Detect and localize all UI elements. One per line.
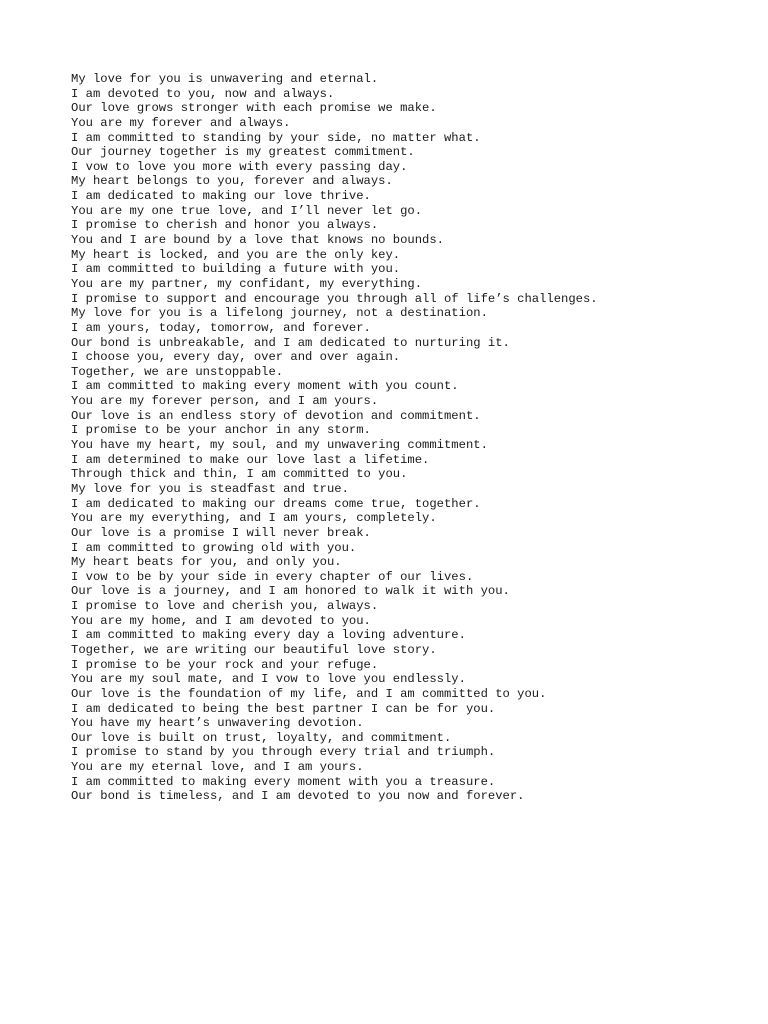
text-line: You have my heart’s unwavering devotion. bbox=[71, 716, 364, 731]
text-line: I am committed to making every moment with you a treasure. bbox=[71, 774, 496, 789]
text-line: I am dedicated to being the best partner I can be for you. bbox=[71, 701, 496, 716]
text-line: Our love is a journey, and I am honored to walk it with you. bbox=[71, 584, 510, 599]
text-line: I vow to love you more with every passing day. bbox=[71, 159, 408, 174]
text-line: I promise to cherish and honor you always. bbox=[71, 218, 379, 233]
text-line: I am committed to standing by your side, no matter what. bbox=[71, 130, 481, 145]
text-line: Our love is an endless story of devotion and commitment. bbox=[71, 408, 481, 423]
text-line: You are my eternal love, and I am yours. bbox=[71, 760, 364, 775]
text-line: Through thick and thin, I am committed to you. bbox=[71, 467, 408, 482]
text-line: Our love is built on trust, loyalty, and commitment. bbox=[71, 730, 452, 745]
text-line: I am determined to make our love last a lifetime. bbox=[71, 452, 430, 467]
text-line: You and I are bound by a love that knows no bounds. bbox=[71, 233, 444, 248]
text-line: I am committed to making every moment with you count. bbox=[71, 379, 459, 394]
text-line: My love for you is steadfast and true. bbox=[71, 481, 349, 496]
text-line: You are my soul mate, and I vow to love you endlessly. bbox=[71, 672, 466, 687]
text-line: You are my forever person, and I am yours. bbox=[71, 394, 379, 409]
text-line: You are my everything, and I am yours, completely. bbox=[71, 511, 437, 526]
text-line: I promise to stand by you through every trial and triumph. bbox=[71, 745, 496, 760]
text-line: I am committed to growing old with you. bbox=[71, 540, 357, 555]
text-line: Together, we are writing our beautiful love story. bbox=[71, 642, 437, 657]
text-line: I promise to be your anchor in any storm. bbox=[71, 423, 371, 438]
text-line: My heart is locked, and you are the only key. bbox=[71, 247, 401, 262]
text-line: You are my forever and always. bbox=[71, 115, 291, 130]
text-line: I promise to love and cherish you, always. bbox=[71, 599, 379, 614]
text-line: Our bond is unbreakable, and I am dedicated to nurturing it. bbox=[71, 335, 510, 350]
text-line: Together, we are unstoppable. bbox=[71, 364, 284, 379]
text-line: I am dedicated to making our dreams come true, together. bbox=[71, 496, 481, 511]
text-line: Our love is a promise I will never break. bbox=[71, 525, 371, 540]
text-line: I am committed to building a future with you. bbox=[71, 262, 401, 277]
text-line: I promise to be your rock and your refuge. bbox=[71, 657, 379, 672]
text-line: Our love is the foundation of my life, and I am committed to you. bbox=[71, 686, 547, 701]
text-line: You are my partner, my confidant, my everything. bbox=[71, 276, 423, 291]
text-line: You have my heart, my soul, and my unwavering commitment. bbox=[71, 438, 488, 453]
text-line: My love for you is a lifelong journey, not a destination. bbox=[71, 306, 488, 321]
text-line: I am committed to making every day a loving adventure. bbox=[71, 628, 466, 643]
text-line: I choose you, every day, over and over again. bbox=[71, 350, 401, 365]
text-line: I am devoted to you, now and always. bbox=[71, 86, 335, 101]
text-line: My heart beats for you, and only you. bbox=[71, 555, 342, 570]
text-line: Our bond is timeless, and I am devoted to you now and forever. bbox=[71, 789, 525, 804]
text-line: I promise to support and encourage you through all of life’s challenges. bbox=[71, 291, 598, 306]
text-line: I vow to be by your side in every chapter of our lives. bbox=[71, 569, 474, 584]
text-line: Our journey together is my greatest commitment. bbox=[71, 145, 415, 160]
text-line: My love for you is unwavering and eternal. bbox=[71, 72, 379, 86]
text-line: I am dedicated to making our love thrive. bbox=[71, 189, 371, 204]
text-line: You are my one true love, and I’ll never let go. bbox=[71, 203, 423, 218]
text-line: Our love grows stronger with each promise we make. bbox=[71, 101, 437, 116]
text-line: You are my home, and I am devoted to you. bbox=[71, 613, 371, 628]
text-line: I am yours, today, tomorrow, and forever. bbox=[71, 320, 371, 335]
text-line: My heart belongs to you, forever and always. bbox=[71, 174, 393, 189]
document-text-block bbox=[71, 72, 598, 804]
